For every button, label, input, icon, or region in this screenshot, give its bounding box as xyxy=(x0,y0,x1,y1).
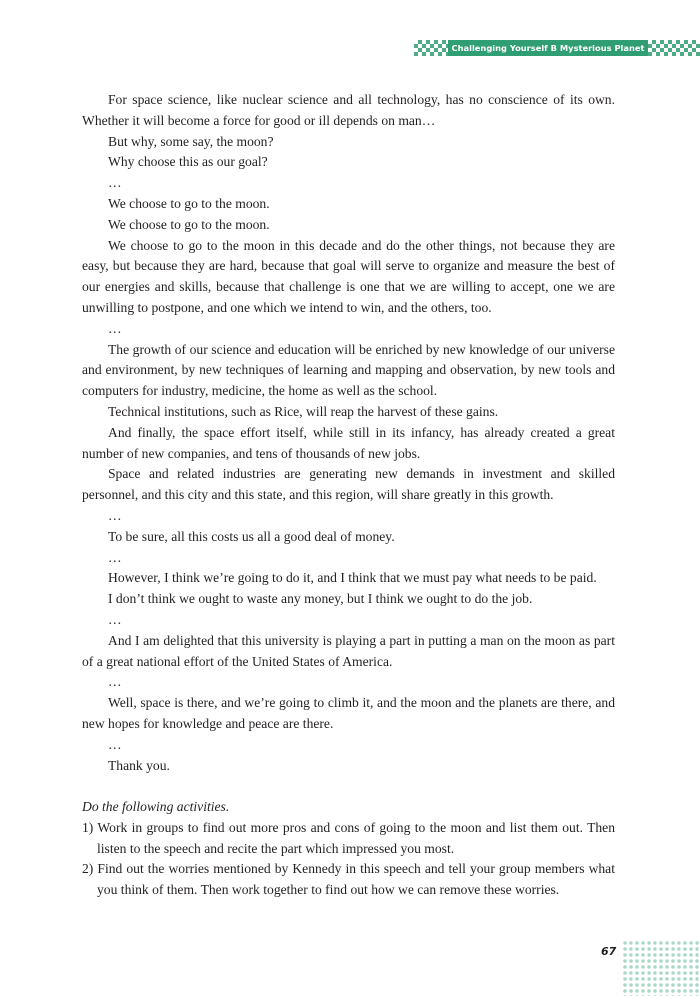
paragraph: … xyxy=(108,611,122,627)
page-number: 67 xyxy=(601,945,617,958)
activity-item: 2) Find out the worries mentioned by Kennedy in this speech and tell your group members what you think of them. Then work together to find out how we can remove these worries. xyxy=(82,861,615,898)
paragraph: We choose to go to the moon. xyxy=(108,195,270,211)
header-pattern-right xyxy=(648,40,700,56)
paragraph: We choose to go to the moon in this decade and do the other things, not because they are easy, but because they are hard, because that goal will serve to organize and measure the best of our energies and skills, because that challenge is one that we are willing to accept, one we are unwilling to postpone, and one which we intend to win, and the others, too. xyxy=(82,237,615,315)
header-pattern-left xyxy=(414,40,448,56)
paragraph: For space science, like nuclear science and all technology, has no conscience of its own. Whether it will become a force for good or ill depends on man… xyxy=(82,92,615,128)
paragraph: … xyxy=(108,175,122,191)
paragraph: Space and related industries are generating new demands in investment and skilled personnel, and this city and this state, and this region, will share greatly in this growth. xyxy=(82,466,615,503)
footer-dot-pattern xyxy=(622,940,700,996)
paragraph: … xyxy=(108,736,122,752)
paragraph: The growth of our science and education will be enriched by new knowledge of our universe and environment, by new techniques of learning and mapping and observation, by new tools and computers for industry, medicine, the home as well as the school. xyxy=(82,341,615,399)
paragraph: But why, some say, the moon? xyxy=(108,133,274,149)
running-header: Challenging Yourself B Mysterious Planet xyxy=(448,40,648,56)
paragraph: Well, space is there, and we’re going to climb it, and the moon and the planets are there, and new hopes for knowledge and peace are there. xyxy=(82,695,615,731)
paragraph: Thank you. xyxy=(108,757,170,773)
paragraph: … xyxy=(108,549,122,565)
paragraph: Why choose this as our goal? xyxy=(108,154,268,170)
paragraph: However, I think we’re going to do it, and I think that we must pay what needs to be paid. xyxy=(108,570,597,586)
paragraph: To be sure, all this costs us all a good deal of money. xyxy=(108,528,395,544)
paragraph: I don’t think we ought to waste any money, but I think we ought to do the job. xyxy=(108,591,533,607)
activity-item: 1) Work in groups to find out more pros and cons of going to the moon and list them out. Then listen to the speech and recite the part which impressed you most. xyxy=(82,819,615,856)
speech-text xyxy=(82,90,615,901)
paragraph: We choose to go to the moon. xyxy=(108,216,270,232)
paragraph: Technical institutions, such as Rice, will reap the harvest of these gains. xyxy=(108,403,499,419)
paragraph: And finally, the space effort itself, while still in its infancy, has already created a great number of new companies, and tens of thousands of new jobs. xyxy=(82,424,615,461)
activities-heading: Do the following activities. xyxy=(82,799,230,815)
paragraph: And I am delighted that this university is playing a part in putting a man on the moon as part of a great national effort of the United States of America. xyxy=(82,632,615,669)
paragraph: … xyxy=(108,320,122,336)
paragraph: … xyxy=(108,507,122,523)
paragraph: … xyxy=(108,674,122,690)
